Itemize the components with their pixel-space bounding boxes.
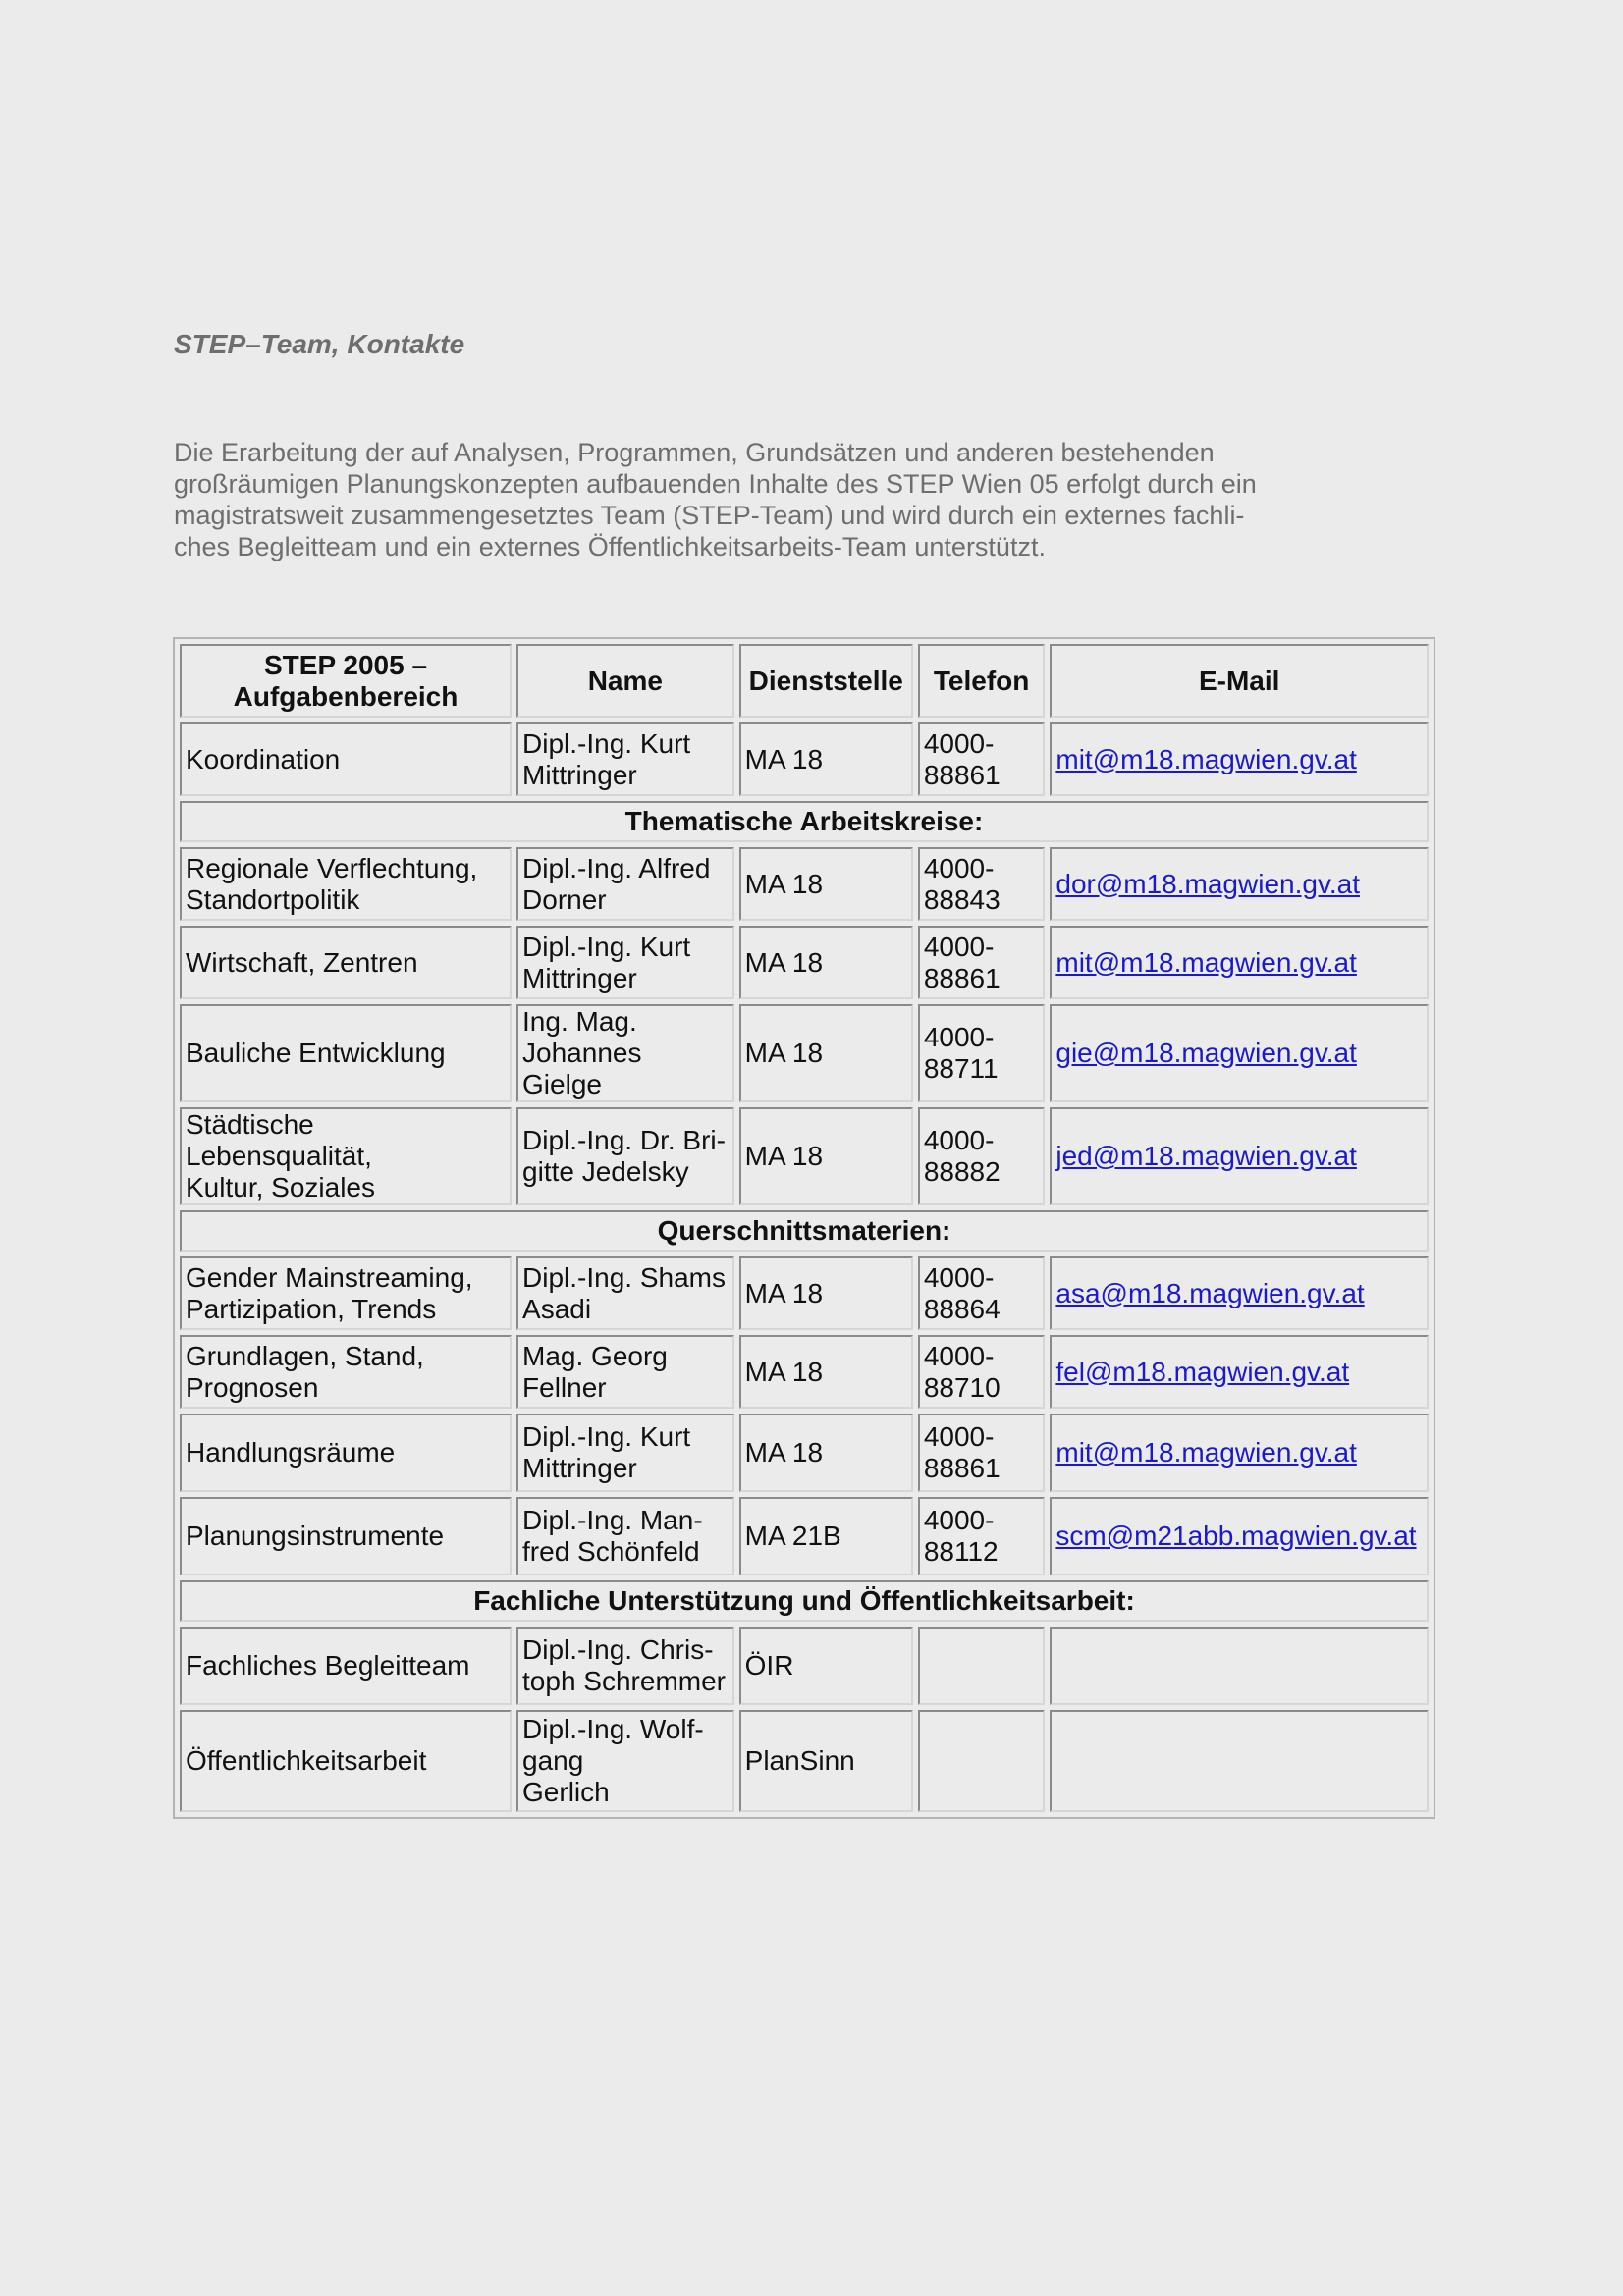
- cell-department: MA 18: [739, 926, 913, 999]
- page-title: STEP–Team, Kontakte: [174, 329, 465, 359]
- table-row: [180, 926, 1429, 999]
- header-area-line: STEP 2005 –: [263, 649, 428, 680]
- cell-area-line: Grundlagen, Stand,: [186, 1340, 424, 1371]
- email-link[interactable]: mit@m18.magwien.gv.at: [1055, 743, 1357, 774]
- cell-phone: [918, 847, 1046, 921]
- cell-name-line: Dipl.-Ing. Chris-: [522, 1634, 714, 1665]
- table-row: [180, 1710, 1429, 1812]
- cell-phone-line: 88864: [923, 1293, 1001, 1324]
- cell-name-line: Mittringer: [522, 1453, 637, 1483]
- cell-name-line: Dorner: [522, 883, 607, 915]
- cell-name-line: Dipl.-Ing. Dr. Bri-: [522, 1125, 726, 1155]
- cell-area: [180, 1710, 512, 1812]
- cell-name: [516, 1497, 734, 1575]
- cell-area: [180, 1414, 512, 1492]
- cell-name: [516, 1107, 734, 1205]
- cell-phone-line: 4000-: [923, 1022, 995, 1052]
- table-row: [180, 722, 1429, 796]
- intro-line: Die Erarbeitung der auf Analysen, Programmen, Grundsätzen und anderen bestehenden: [174, 438, 1215, 467]
- contacts-table: [173, 637, 1435, 1819]
- cell-area: [180, 1004, 512, 1102]
- cell-name-line: Ing. Mag.: [522, 1006, 637, 1037]
- header-phone: Telefon: [918, 644, 1046, 718]
- cell-name: [516, 926, 734, 999]
- cell-email: [1050, 1004, 1429, 1102]
- email-link[interactable]: mit@m18.magwien.gv.at: [1055, 1437, 1357, 1468]
- cell-area-line: Städtische Lebensqualität,: [186, 1109, 372, 1171]
- cell-name-line: Mittringer: [522, 759, 637, 790]
- cell-area-line: Fachliches Begleitteam: [186, 1650, 470, 1681]
- table-row: [180, 1627, 1429, 1705]
- cell-phone-line: 4000-: [923, 1340, 995, 1371]
- email-link[interactable]: mit@m18.magwien.gv.at: [1055, 946, 1357, 978]
- cell-name-line: Johannes Gielge: [522, 1038, 642, 1099]
- cell-name: [516, 722, 734, 796]
- cell-phone-line: 4000-: [923, 1125, 995, 1155]
- cell-area-line: Koordination: [186, 743, 341, 774]
- cell-name-line: toph Schremmer: [522, 1666, 726, 1696]
- cell-name: [516, 1710, 734, 1812]
- cell-phone: [918, 1627, 1046, 1705]
- cell-email: [1050, 1335, 1429, 1409]
- cell-name-line: gang: [522, 1745, 584, 1776]
- cell-name-line: fred Schönfeld: [522, 1536, 700, 1567]
- cell-name-line: Fellner: [522, 1371, 607, 1403]
- cell-phone: [918, 1256, 1046, 1330]
- cell-name-line: Dipl.-Ing. Shams: [522, 1261, 726, 1293]
- cell-area-line: Kultur, Soziales: [186, 1172, 375, 1202]
- header-area-line: Aufgabenbereich: [233, 680, 459, 712]
- cell-name-line: gitte Jedelsky: [522, 1156, 689, 1187]
- cell-name-line: Dipl.-Ing. Alfred: [522, 852, 711, 883]
- cell-department: MA 18: [739, 1256, 913, 1330]
- cell-department: PlanSinn: [739, 1710, 913, 1812]
- header-area: [180, 644, 512, 718]
- cell-phone-line: 4000-: [923, 727, 995, 759]
- cell-name-line: Mittringer: [522, 962, 637, 993]
- cell-phone: [918, 1107, 1046, 1205]
- table-row: [180, 1497, 1429, 1575]
- cell-phone: [918, 1335, 1046, 1409]
- table-row: [180, 1256, 1429, 1330]
- intro-line: magistratsweit zusammengesetztes Team (STEP-Team) und wird durch ein externes fachli-: [174, 501, 1245, 530]
- cell-area: [180, 1497, 512, 1575]
- section-heading: Thematische Arbeitskreise:: [180, 801, 1429, 842]
- cell-area-line: Standortpolitik: [186, 883, 360, 915]
- cell-department: MA 21B: [739, 1497, 913, 1575]
- cell-area: [180, 1627, 512, 1705]
- section-row: [180, 801, 1429, 842]
- intro-line: ches Begleitteam und ein externes Öffentlichkeitsarbeits-Team unterstützt.: [174, 532, 1046, 561]
- table-row: [180, 1107, 1429, 1205]
- cell-area: [180, 1256, 512, 1330]
- cell-phone-line: 4000-: [923, 931, 995, 962]
- header-email: E-Mail: [1050, 644, 1429, 718]
- contacts-table-body: [180, 722, 1429, 1812]
- cell-phone-line: 88843: [923, 883, 1001, 915]
- cell-phone-line: 88711: [923, 1053, 999, 1084]
- cell-phone: [918, 722, 1046, 796]
- cell-area-line: Öffentlichkeitsarbeit: [186, 1745, 427, 1776]
- table-row: [180, 1004, 1429, 1102]
- email-link[interactable]: asa@m18.magwien.gv.at: [1055, 1277, 1365, 1308]
- cell-area: [180, 1335, 512, 1409]
- cell-phone-line: 4000-: [923, 1421, 995, 1452]
- cell-email: [1050, 1710, 1429, 1812]
- table-row: [180, 847, 1429, 921]
- cell-phone-line: 88112: [923, 1536, 999, 1567]
- cell-phone-line: 88861: [923, 962, 1001, 993]
- cell-area-line: Partizipation, Trends: [186, 1293, 437, 1324]
- cell-area-line: Planungsinstrumente: [186, 1521, 445, 1551]
- section-row: [180, 1580, 1429, 1622]
- cell-name-line: Mag. Georg: [522, 1340, 668, 1371]
- cell-email: [1050, 722, 1429, 796]
- cell-area: [180, 926, 512, 999]
- cell-email: [1050, 1497, 1429, 1575]
- cell-name: [516, 1004, 734, 1102]
- header-department: Dienststelle: [739, 644, 913, 718]
- cell-name: [516, 1414, 734, 1492]
- cell-email: [1050, 1627, 1429, 1705]
- email-link[interactable]: fel@m18.magwien.gv.at: [1055, 1356, 1350, 1387]
- section-row: [180, 1210, 1429, 1252]
- cell-department: MA 18: [739, 1107, 913, 1205]
- cell-email: [1050, 1414, 1429, 1492]
- cell-name: [516, 1627, 734, 1705]
- section-heading: Querschnittsmaterien:: [180, 1210, 1429, 1252]
- cell-name: [516, 1335, 734, 1409]
- cell-area-line: Gender Mainstreaming,: [186, 1261, 473, 1293]
- cell-name-line: Gerlich: [522, 1777, 610, 1807]
- table-row: [180, 1335, 1429, 1409]
- cell-name-line: Dipl.-Ing. Man-: [522, 1505, 703, 1535]
- cell-area-line: Handlungsräume: [186, 1437, 396, 1468]
- cell-phone: [918, 926, 1046, 999]
- cell-phone-line: 4000-: [923, 1261, 995, 1293]
- cell-phone-line: 88710: [923, 1371, 1001, 1403]
- cell-email: [1050, 1107, 1429, 1205]
- cell-department: MA 18: [739, 722, 913, 796]
- cell-name: [516, 1256, 734, 1330]
- cell-area: [180, 847, 512, 921]
- email-link[interactable]: jed@m18.magwien.gv.at: [1055, 1141, 1357, 1171]
- table-header-row: [180, 644, 1429, 718]
- cell-name-line: Dipl.-Ing. Kurt: [522, 931, 691, 962]
- cell-name-line: Dipl.-Ing. Kurt: [522, 727, 691, 759]
- cell-phone-line: 88882: [923, 1156, 1001, 1187]
- section-heading: Fachliche Unterstützung und Öffentlichkeitsarbeit:: [180, 1580, 1429, 1622]
- cell-department: MA 18: [739, 1004, 913, 1102]
- cell-email: [1050, 926, 1429, 999]
- cell-phone: [918, 1710, 1046, 1812]
- cell-phone: [918, 1497, 1046, 1575]
- cell-phone-line: 88861: [923, 1453, 1001, 1483]
- cell-department: MA 18: [739, 1414, 913, 1492]
- cell-area-line: Bauliche Entwicklung: [186, 1038, 446, 1068]
- cell-phone: [918, 1414, 1046, 1492]
- header-name: Name: [516, 644, 734, 718]
- cell-phone-line: 88861: [923, 759, 1001, 790]
- cell-name-line: Dipl.-Ing. Wolf-: [522, 1714, 704, 1744]
- cell-name-line: Asadi: [522, 1293, 592, 1324]
- cell-area-line: Regionale Verflechtung,: [186, 852, 478, 883]
- cell-phone-line: 4000-: [923, 852, 995, 883]
- email-link[interactable]: scm@m21abb.magwien.gv.at: [1055, 1521, 1417, 1551]
- cell-department: MA 18: [739, 847, 913, 921]
- table-row: [180, 1414, 1429, 1492]
- email-link[interactable]: dor@m18.magwien.gv.at: [1055, 868, 1360, 899]
- cell-phone-line: 4000-: [923, 1505, 995, 1535]
- cell-email: [1050, 1256, 1429, 1330]
- cell-email: [1050, 847, 1429, 921]
- email-link[interactable]: gie@m18.magwien.gv.at: [1055, 1038, 1357, 1068]
- cell-area-line: Wirtschaft, Zentren: [186, 946, 418, 978]
- cell-phone: [918, 1004, 1046, 1102]
- cell-area: [180, 722, 512, 796]
- cell-department: MA 18: [739, 1335, 913, 1409]
- cell-name-line: Dipl.-Ing. Kurt: [522, 1421, 691, 1452]
- intro-line: großräumigen Planungskonzepten aufbauenden Inhalte des STEP Wien 05 erfolgt durch ein: [174, 469, 1257, 499]
- intro-paragraph: [174, 437, 1313, 562]
- cell-area: [180, 1107, 512, 1205]
- cell-area-line: Prognosen: [186, 1371, 319, 1403]
- cell-department: ÖIR: [739, 1627, 913, 1705]
- cell-name: [516, 847, 734, 921]
